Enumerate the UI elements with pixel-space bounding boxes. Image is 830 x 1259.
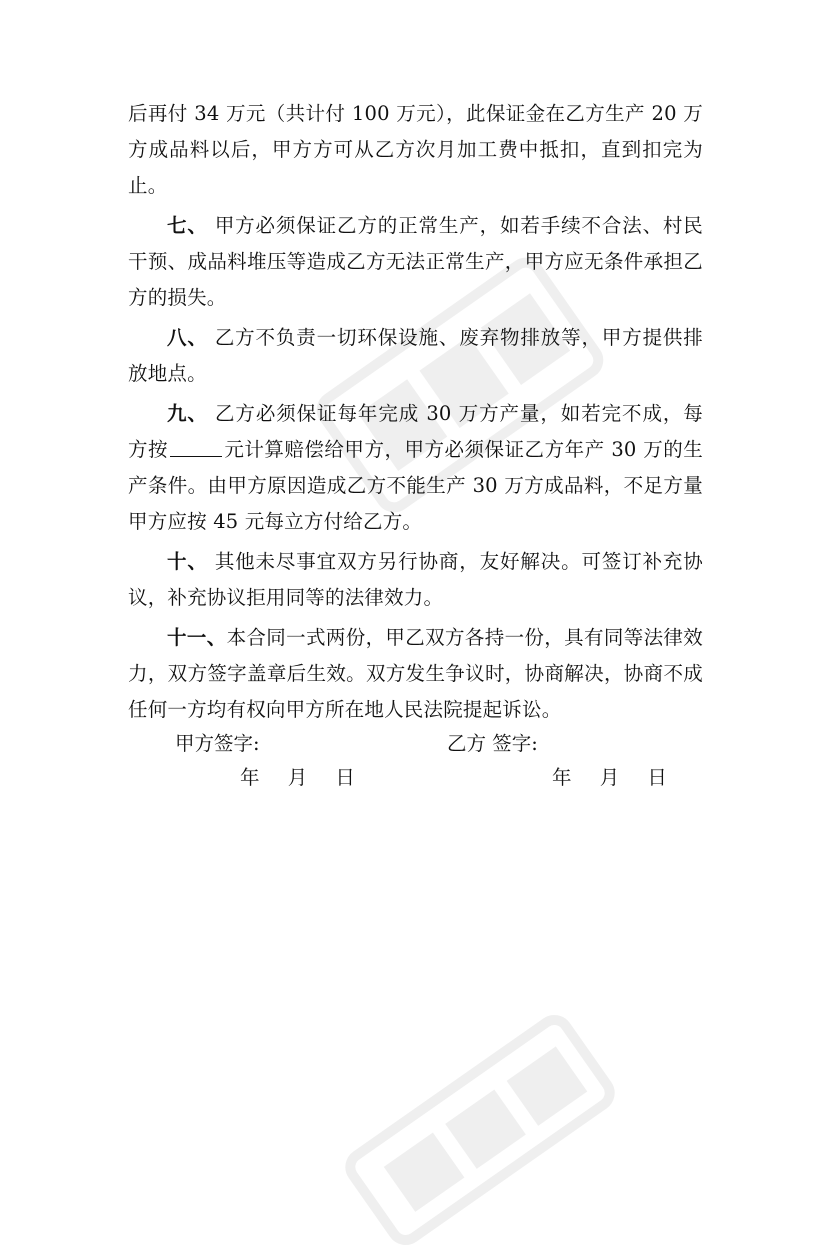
clause-8-text: 乙方不负责一切环保设施、废弃物排放等，甲方提供排放地点。 bbox=[128, 326, 704, 385]
paragraph-continued: 后再付 34 万元（共计付 100 万元），此保证金在乙方生产 20 万方成品料以后，甲方方可从乙方次月加工费中抵扣，直到扣完为止。 bbox=[128, 102, 703, 197]
date-row bbox=[240, 762, 670, 794]
clause-7-text: 甲方必须保证乙方的正常生产，如若手续不合法、村民干预、成品料堆压等造成乙方无法正常生产，甲方应无条件承担乙方的损失。 bbox=[128, 214, 704, 309]
clause-7-number: 七、 bbox=[167, 214, 208, 237]
clause-8 bbox=[128, 320, 703, 392]
clause-10-text: 其他未尽事宜双方另行协商，友好解决。可签订补充协议，补充协议拒用同等的法律效力。 bbox=[128, 550, 704, 609]
clause-9-text-b: 元计算赔偿给甲方，甲方必须保证乙方年产 30 万的生产条件。由甲方原因造成乙方不能生产 30 万方成品料，不足方量甲方应按 45 元每立方付给乙方。 bbox=[128, 438, 703, 533]
clause-11-number: 十一、 bbox=[167, 626, 227, 649]
clause-8-number: 八、 bbox=[167, 326, 208, 349]
party-b-signature-label: 乙方 签字: bbox=[447, 732, 538, 755]
party-a-date: 年 月 日 bbox=[240, 766, 357, 789]
clause-11 bbox=[128, 620, 703, 728]
clause-10 bbox=[128, 544, 703, 616]
party-b-date: 年 月 日 bbox=[552, 766, 669, 789]
clause-9 bbox=[128, 396, 703, 540]
signature-row bbox=[175, 728, 675, 760]
amount-blank-field bbox=[170, 434, 222, 457]
clause-7 bbox=[128, 208, 703, 316]
clause-11-text: 本合同一式两份，甲乙双方各持一份，具有同等法律效力，双方签字盖章后生效。双方发生争议时，协商解决，协商不成任何一方均有权向甲方所在地人民法院提起诉讼。 bbox=[128, 626, 703, 721]
clause-9-number: 九、 bbox=[167, 402, 208, 425]
party-a-signature-label: 甲方签字: bbox=[175, 732, 260, 755]
watermark-bottom bbox=[331, 1001, 629, 1259]
clause-10-number: 十、 bbox=[167, 550, 208, 573]
contract-body bbox=[128, 96, 703, 728]
clause-9-text-a: 乙方必须保证每年完成 30 万方产量，如若完不成，每方按 bbox=[128, 402, 704, 461]
